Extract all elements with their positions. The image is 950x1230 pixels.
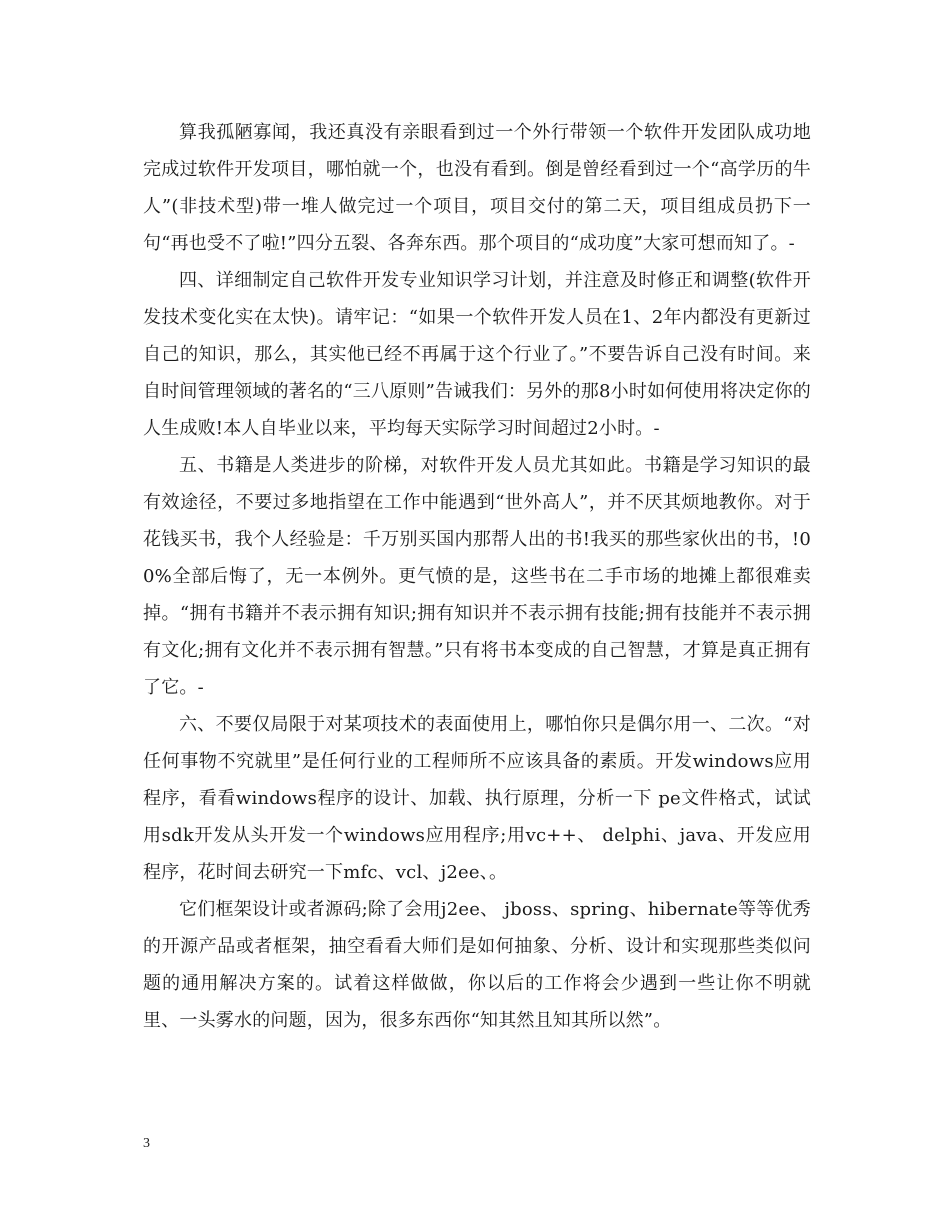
paragraph-deep-understanding: 六、不要仅局限于对某项技术的表面使用上，哪怕你只是偶尔用一、二次。“对任何事物不究就里”是任何行业的工程师所不应该具备的素质。开发windows应用程序，看看windows程序的设计、加载、执行原理，分析一下 pe文件格式，试试用sdk开发从头开发一个windows应用程序;用vc++、 delphi、java、开发应用程序，花时间去研究一下mfc、vcl、j2ee、。	[143, 714, 811, 883]
paragraph-study-plan: 四、详细制定自己软件开发专业知识学习计划，并注意及时修正和调整(软件开发技术变化实在太快)。请牢记：“如果一个软件开发人员在1、2年内都没有更新过自己的知识，那么，其实他已经不再属于这个行业了。”不要告诉自己没有时间。来自时间管理领域的著名的“三八原则”告诫我们：另外的那8小时如何使用将决定你的人生成败!本人自毕业以来，平均每天实际学习时间超过2小时。-	[143, 270, 811, 439]
paragraph-books: 五、书籍是人类进步的阶梯，对软件开发人员尤其如此。书籍是学习知识的最有效途径，不要过多地指望在工作中能遇到“世外高人”，并不厌其烦地教你。对于花钱买书，我个人经验是：千万别买国内那帮人出的书!我买的那些家伙出的书，!00%全部后悔了，无一本例外。更气愤的是，这些书在二手市场的地摊上都很难卖掉。“拥有书籍并不表示拥有知识;拥有知识并不表示拥有技能;拥有技能并不表示拥有文化;拥有文化并不表示拥有智慧。”只有将书本变成的自己智慧，才算是真正拥有了它。-	[143, 455, 811, 698]
page-number: 3	[143, 1136, 150, 1151]
paragraph-frameworks: 它们框架设计或者源码;除了会用j2ee、 jboss、spring、hibernate等等优秀的开源产品或者框架，抽空看看大师们是如何抽象、分析、设计和实现那些类似问题的通用解决方案的。试着这样做做，你以后的工作将会少遇到一些让你不明就里、一头雾水的问题，因为，很多东西你“知其然且知其所以然”。	[143, 899, 811, 1031]
paragraph-outsider-leadership: 算我孤陋寡闻，我还真没有亲眼看到过一个外行带领一个软件开发团队成功地完成过软件开发项目，哪怕就一个，也没有看到。倒是曾经看到过一个“高学历的牛人”(非技术型)带一堆人做完过一个项目，项目交付的第二天，项目组成员扔下一句“再也受不了啦!”四分五裂、各奔东西。那个项目的“成功度”大家可想而知了。-	[143, 122, 811, 254]
document-body	[143, 114, 811, 1039]
